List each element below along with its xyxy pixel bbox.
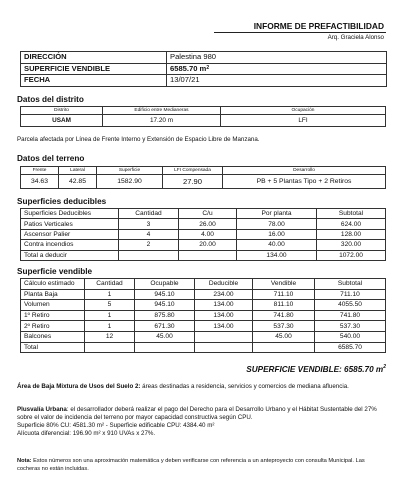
plusvalia-body [17, 406, 387, 422]
table-cell: 134.00 [195, 300, 253, 311]
table-cell: 945.10 [135, 289, 195, 300]
table-row [21, 300, 386, 311]
table-cell: 320.00 [317, 240, 386, 250]
vendible-table [20, 278, 386, 353]
table-cell: 875.80 [135, 310, 195, 321]
column-header: Cantidad [119, 209, 179, 219]
table-cell [253, 342, 315, 353]
table-cell: 134.00 [195, 310, 253, 321]
table-cell: 1 [85, 289, 135, 300]
column-header: Superficies Deducibles [21, 209, 119, 219]
section-heading-deducibles: Superficies deducibles [17, 197, 107, 206]
table-cell: 40.00 [237, 240, 317, 250]
table-header-row [21, 279, 386, 290]
table-cell: 711.10 [253, 289, 315, 300]
column-header: Frente [21, 167, 59, 175]
column-header: Por planta [237, 209, 317, 219]
table-cell: Planta Baja [21, 289, 85, 300]
table-row [21, 75, 387, 87]
section-heading-vendible: Superficie vendible [17, 267, 93, 276]
section-heading-terreno: Datos del terreno [17, 154, 85, 163]
table-cell: 2º Retiro [21, 321, 85, 332]
table-header-row [21, 209, 386, 219]
table-row [21, 52, 387, 64]
report-header [214, 21, 386, 42]
summary-table [20, 51, 387, 87]
report-author: Arq. Graciela Alonso [327, 34, 384, 41]
plusvalia-text: : el desarrollador deberá realizar el pago del Derecho para el Desarrollo Urbano y el Hábitat Sustentable del 27% sobre el valor de incidencia del terreno por mayor capacidad constructiva según CPU. [17, 406, 377, 421]
table-cell: 671.30 [135, 321, 195, 332]
area-title: Área de Baja Mixtura de Usos del Suelo 2: [17, 383, 141, 390]
nota-title: Nota: [17, 458, 32, 464]
table-cell [135, 342, 195, 353]
table-cell: 624.00 [317, 219, 386, 229]
report-title: INFORME DE PREFACTIBILIDAD [253, 21, 384, 31]
unit-superscript: 2 [383, 364, 386, 370]
column-header: Subtotal [315, 279, 386, 290]
column-header: Ocupación [221, 107, 386, 115]
table-cell [179, 250, 237, 260]
table-cell: Volumen [21, 300, 85, 311]
table-cell: 17.20 m [103, 115, 221, 127]
table-cell: 42.85 [59, 175, 97, 189]
table-cell [119, 250, 179, 260]
table-row [21, 219, 386, 229]
table-cell: 540.00 [315, 331, 386, 342]
column-header: Superficie [97, 167, 163, 175]
summary-value-wrap [167, 63, 387, 75]
table-cell: 1 [85, 310, 135, 321]
table-cell: 134.00 [195, 321, 253, 332]
total-cell: 1072.00 [317, 250, 386, 260]
table-cell [85, 342, 135, 353]
table-cell: 234.00 [195, 289, 253, 300]
table-cell: 945.10 [135, 300, 195, 311]
table-cell: 5 [85, 300, 135, 311]
column-header: Distrito [21, 107, 103, 115]
table-cell: 2 [119, 240, 179, 250]
summary-label: FECHA [21, 75, 167, 87]
area-paragraph [17, 383, 387, 391]
distrito-table [20, 106, 386, 127]
total-cell: 6585.70 [315, 342, 386, 353]
table-cell: 1 [85, 321, 135, 332]
table-row [21, 310, 386, 321]
table-cell: 1º Retiro [21, 310, 85, 321]
column-header: Vendible [253, 279, 315, 290]
column-header: Cantidad [85, 279, 135, 290]
table-cell: Ascensor Palier [21, 229, 119, 239]
column-header: Subtotal [317, 209, 386, 219]
table-cell [195, 331, 253, 342]
column-header: Edificio entre Medianeras [103, 107, 221, 115]
table-cell: 34.63 [21, 175, 59, 189]
table-cell: 741.80 [253, 310, 315, 321]
table-row [21, 229, 386, 239]
superficie-vendible-text: SUPERFICIE VENDIBLE: 6585.70 m [246, 365, 384, 374]
summary-label: DIRECCIÓN [21, 52, 167, 64]
table-cell: 78.00 [237, 219, 317, 229]
column-header: Desarrollo [223, 167, 386, 175]
table-row [21, 289, 386, 300]
table-cell: 741.80 [315, 310, 386, 321]
table-cell: PB + 5 Plantas Tipo + 2 Retiros [223, 175, 386, 189]
unit-superscript: 2 [206, 64, 210, 71]
terreno-table [20, 166, 386, 189]
column-header: LFI Compensada [163, 167, 223, 175]
column-header: C/u [179, 209, 237, 219]
table-cell: 27.90 [163, 175, 223, 189]
total-cell: 134.00 [237, 250, 317, 260]
summary-value: 6585.70 m [170, 63, 207, 73]
table-row [21, 331, 386, 342]
table-cell: 20.00 [179, 240, 237, 250]
summary-label: SUPERFICIE VENDIBLE [21, 63, 167, 75]
table-cell: LFI [221, 115, 386, 127]
distrito-note: Parcela afectada por Línea de Frente Interno y Extensión de Espacio Libre de Manzana. [17, 136, 260, 143]
deducibles-table [20, 208, 386, 261]
table-cell: 16.00 [237, 229, 317, 239]
table-cell: 45.00 [253, 331, 315, 342]
table-cell: 4055.50 [315, 300, 386, 311]
plusvalia-line: Superficie 80% CU: 4581.30 m² - Superficie edificable CPU: 4384.40 m² [17, 422, 215, 429]
table-cell: Balcones [21, 331, 85, 342]
summary-value: 13/07/21 [167, 75, 387, 87]
table-cell: 711.10 [315, 289, 386, 300]
total-label: Total [21, 342, 85, 353]
plusvalia-paragraph [17, 406, 387, 438]
table-cell: 1582.90 [97, 175, 163, 189]
table-cell: 45.00 [135, 331, 195, 342]
table-total-row [21, 250, 386, 260]
nota-paragraph [17, 458, 387, 473]
table-row [21, 321, 386, 332]
plusvalia-line: Alícuota diferencial: 196.90 m² x 910 UVAs x 27%. [17, 430, 156, 437]
table-cell: Contra incendios [21, 240, 119, 250]
column-header: Lateral [59, 167, 97, 175]
table-cell: 12 [85, 331, 135, 342]
nota-text: Estos números son una aproximación matemática y deben verificarse con referencia a un anteproyecto con consulta Municipal. Las cocheras no están incluidas. [17, 458, 365, 472]
table-row [21, 240, 386, 250]
table-cell: USAM [21, 115, 103, 127]
column-header: Cálculo estimado [21, 279, 85, 290]
table-cell: 3 [119, 219, 179, 229]
table-cell [195, 342, 253, 353]
plusvalia-title: Plusvalía Urbana [17, 406, 67, 413]
table-cell: Patios Verticales [21, 219, 119, 229]
table-cell: 811.10 [253, 300, 315, 311]
summary-value: Palestina 980 [167, 52, 387, 64]
table-cell: 26.00 [179, 219, 237, 229]
table-cell: 537.30 [315, 321, 386, 332]
table-row [21, 63, 387, 75]
superficie-vendible-total [246, 365, 386, 374]
table-cell: 537.30 [253, 321, 315, 332]
area-text: áreas destinadas a residencia, servicios y comercios de mediana afluencia. [140, 383, 349, 390]
table-row [21, 175, 386, 189]
column-header: Ocupable [135, 279, 195, 290]
table-header-row [21, 167, 386, 175]
table-cell: 4 [119, 229, 179, 239]
table-row [21, 115, 386, 127]
table-header-row [21, 107, 386, 115]
total-label: Total a deducir [21, 250, 119, 260]
table-cell: 4.00 [179, 229, 237, 239]
table-cell: 128.00 [317, 229, 386, 239]
section-heading-distrito: Datos del distrito [17, 95, 84, 104]
table-total-row [21, 342, 386, 353]
column-header: Deducible [195, 279, 253, 290]
